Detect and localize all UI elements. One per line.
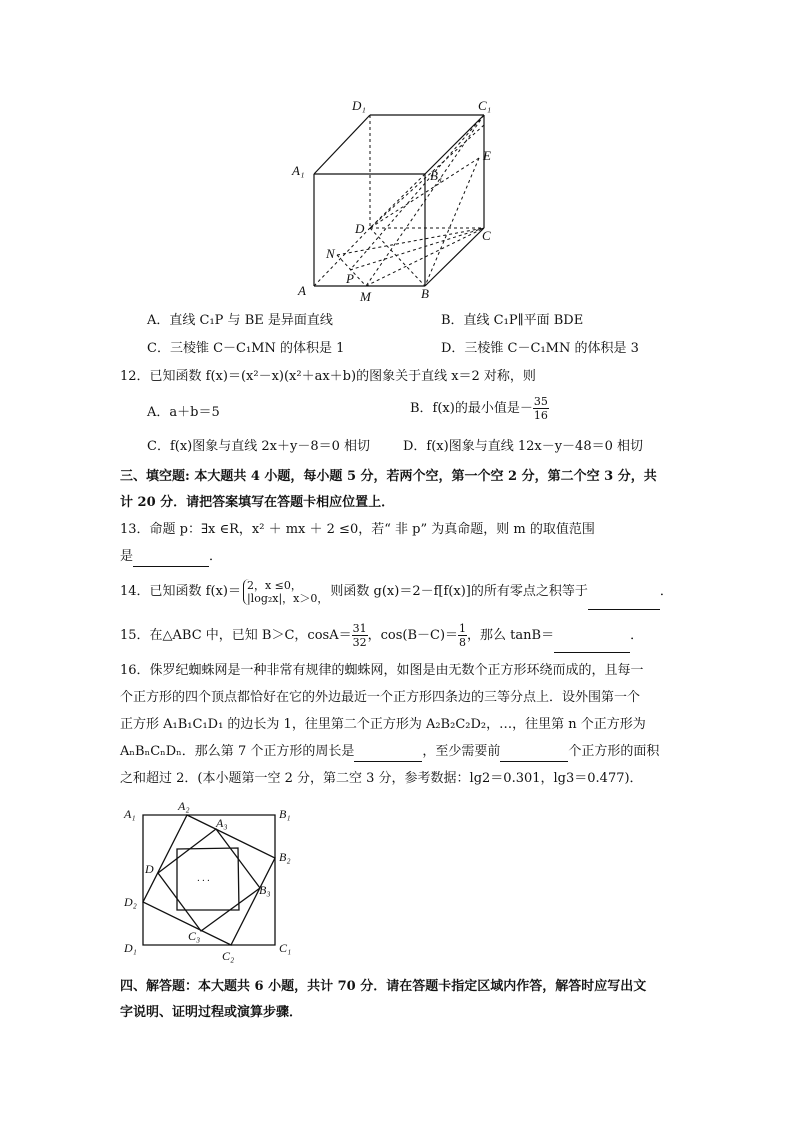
label-c3-web: C₃ bbox=[188, 929, 201, 943]
label-a2-web: A₂ bbox=[178, 799, 190, 813]
q15-answer-blank[interactable] bbox=[554, 620, 630, 653]
q11-option-c: C．三棱锥 C－C₁MN 的体积是 1 bbox=[147, 341, 345, 356]
label-c1: C₁ bbox=[478, 98, 492, 113]
q16-line4-middle: ，至少需要前 bbox=[422, 744, 501, 759]
square-2 bbox=[143, 815, 275, 945]
q15-cosa-fraction: $\frac{31}{32}$ bbox=[352, 622, 367, 649]
q16-line5: 之和超过 2．(本小题第一空 2 分，第二空 3 分，参考数据：lg2＝0.301，lg3＝0.477)． bbox=[120, 771, 643, 786]
section3-heading-line2: 计 20 分．请把答案填写在答题卡相应位置上． bbox=[120, 495, 395, 510]
q15-prefix: 15．在△ABC 中，已知 B＞C，cosA＝ bbox=[120, 628, 352, 643]
q11-option-d: D．三棱锥 C－C₁MN 的体积是 3 bbox=[441, 341, 639, 356]
q12-stem: 12．已知函数 f(x)＝(x²－x)(x²＋ax＋b)的图象关于直线 x＝2 对称，则 bbox=[120, 369, 536, 384]
square-1 bbox=[143, 815, 275, 945]
q16-line3: 正方形 A₁B₁C₁D₁ 的边长为 1，往里第二个正方形为 A₂B₂C₂D₂，…，往里第 n 个正方形为 bbox=[120, 717, 646, 732]
q16-line4-prefix: AₙBₙCₙDₙ．那么第 7 个正方形的周长是 bbox=[120, 744, 355, 759]
label-n: N bbox=[326, 246, 335, 261]
q14-suffix: 则函数 g(x)＝2－f[f(x)]的所有零点之积等于 bbox=[330, 584, 588, 599]
label-p: P bbox=[346, 271, 354, 286]
label-e: E bbox=[483, 148, 491, 163]
section3-heading-line1: 三、填空题: 本大题共 4 小题，每小题 5 分，若两个空，第一个空 2 分，第二个空 3 分，共 bbox=[120, 469, 657, 484]
label-c2-web: C₂ bbox=[222, 949, 235, 963]
q16-line4-suffix: 个正方形的面积 bbox=[568, 744, 660, 759]
cube-figure bbox=[0, 0, 794, 310]
section4-heading-line2: 字说明、证明过程或演算步骤． bbox=[120, 1005, 303, 1020]
label-d1-web: D₁ bbox=[124, 941, 137, 955]
q14-answer-blank[interactable] bbox=[588, 575, 660, 610]
label-a: A bbox=[298, 283, 306, 298]
q16-line4 bbox=[120, 743, 659, 762]
label-d3-web: D bbox=[145, 862, 154, 876]
q13-answer-blank[interactable] bbox=[133, 548, 209, 567]
q15-line bbox=[120, 620, 643, 653]
label-b3-web: B₃ bbox=[259, 883, 271, 897]
label-m: M bbox=[360, 289, 371, 304]
label-d2-web: D₂ bbox=[124, 895, 137, 909]
label-d: D bbox=[355, 221, 365, 236]
q12-option-c: C．f(x)图象与直线 2x＋y－8＝0 相切 bbox=[147, 439, 370, 454]
square-4 bbox=[177, 848, 239, 910]
q14-piecewise: 2，x ≤0， |log₂x|，x＞0， bbox=[243, 579, 328, 605]
q12-option-b bbox=[410, 394, 549, 424]
q15-cos-fraction: $\frac{1}{8}$ bbox=[459, 622, 467, 649]
label-dots-web: · · · bbox=[197, 876, 210, 887]
label-a1-web: A₁ bbox=[124, 807, 136, 821]
label-b1-web: B₁ bbox=[279, 807, 291, 821]
q15-middle: ，cos(B－C)＝ bbox=[367, 628, 459, 643]
label-c: C bbox=[482, 228, 491, 243]
q14-end: ． bbox=[659, 584, 673, 599]
q11-option-b: B．直线 C₁P∥平面 BDE bbox=[441, 313, 584, 328]
q14-line bbox=[120, 575, 673, 610]
q15-end: ． bbox=[630, 628, 644, 643]
q13-line2 bbox=[120, 548, 222, 567]
q16-answer-blank-1[interactable] bbox=[354, 743, 422, 762]
q13-suffix: ． bbox=[209, 549, 223, 564]
q12-option-b-text: B．f(x)的最小值是－ bbox=[410, 401, 533, 416]
label-b1: B₁ bbox=[430, 168, 443, 183]
label-d1: D₁ bbox=[352, 98, 366, 113]
label-b2-web: B₂ bbox=[279, 850, 291, 864]
q16-line2: 个正方形的四个顶点都恰好在它的外边最近一个正方形四条边的三等分点上．设外围第一个 bbox=[120, 690, 641, 705]
label-b: B bbox=[421, 286, 429, 301]
q12-option-d: D．f(x)图象与直线 12x－y－48＝0 相切 bbox=[403, 439, 644, 454]
square-3 bbox=[158, 829, 260, 931]
q12-option-b-fraction: $\frac{35}{16}$ bbox=[533, 395, 548, 422]
q13-prefix: 是 bbox=[120, 549, 134, 564]
q12-option-a: A．a＋b＝5 bbox=[147, 405, 220, 420]
section4-heading-line1: 四、解答题：本大题共 6 小题，共计 70 分．请在答题卡指定区域内作答，解答时应写出文 bbox=[120, 979, 647, 994]
q16-line1: 16．侏罗纪蜘蛛网是一种非常有规律的蜘蛛网，如图是由无数个正方形环绕而成的，且每一 bbox=[120, 663, 644, 678]
q16-answer-blank-2[interactable] bbox=[500, 743, 568, 762]
label-c1-web: C₁ bbox=[279, 941, 292, 955]
q13-line1: 13．命题 p：∃x ∈R，x² ＋ mx ＋ 2 ≤0，若“ 非 p” 为真命题，则 m 的取值范围 bbox=[120, 522, 595, 537]
label-a1: A₁ bbox=[292, 163, 305, 178]
q14-prefix: 14．已知函数 f(x)＝ bbox=[120, 584, 241, 599]
q15-suffix: ，那么 tanB＝ bbox=[467, 628, 555, 643]
label-a3-web: A₃ bbox=[216, 816, 228, 830]
q11-option-a: A．直线 C₁P 与 BE 是异面直线 bbox=[147, 313, 333, 328]
